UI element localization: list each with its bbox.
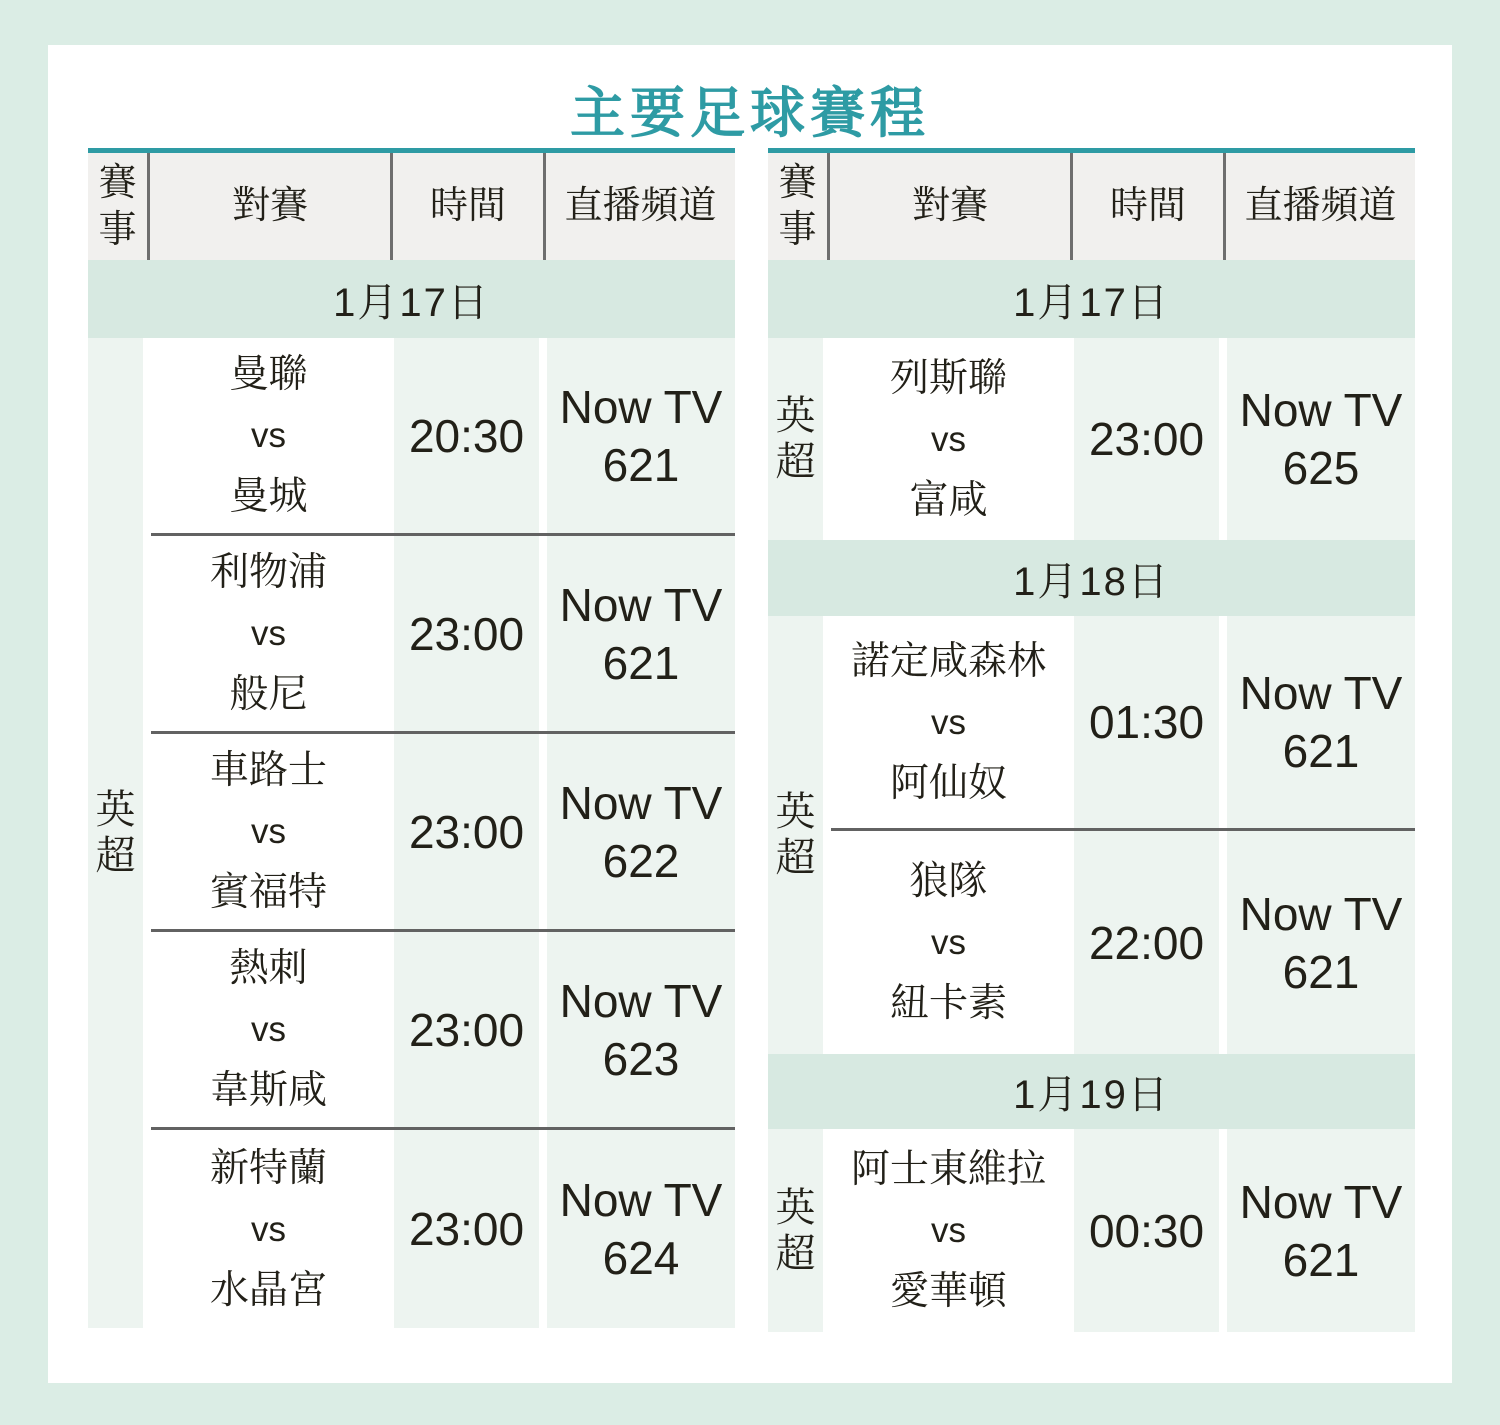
column-gutter [539,932,547,1127]
date-band: 1月18日 [768,540,1415,616]
league-cell: 英超 [768,1129,823,1332]
away-team: 阿仙奴 [889,761,1007,805]
column-header-2: 時間 [390,153,543,260]
channel-cell [547,932,735,1127]
match-cell [151,338,386,533]
match-cell [151,734,386,929]
column-gutter [823,1129,831,1332]
match-row [151,932,735,1130]
column-gutter [386,734,394,929]
time-cell: 23:00 [1074,338,1219,540]
vs-label: vs [251,1010,286,1049]
table-header-row [88,153,735,260]
home-team: 新特蘭 [209,1146,327,1190]
match-row [831,831,1415,1054]
channel-cell [1227,616,1415,828]
time-cell: 01:30 [1074,616,1219,828]
home-team: 列斯聯 [889,356,1007,400]
column-gutter [823,338,831,540]
vs-label: vs [931,702,966,742]
match-rows [831,338,1415,540]
time-cell: 23:00 [394,932,539,1127]
channel-cell [547,1130,735,1328]
channel-cell [1227,831,1415,1054]
channel-number: 621 [602,438,680,491]
column-header-0: 賽事 [98,161,137,251]
schedule-section [768,338,1415,540]
match-cell [151,1130,386,1328]
away-team: 曼城 [229,475,308,518]
table-header-row [768,153,1415,260]
column-gutter [539,338,547,533]
away-team: 富咸 [909,478,988,522]
vs-label: vs [931,1211,966,1250]
channel-number: 621 [1282,945,1360,998]
schedule-table-left [88,148,735,1328]
vs-label: vs [251,812,286,851]
home-team: 車路士 [209,749,327,792]
column-gutter [386,536,394,731]
channel-number: 625 [1282,442,1360,494]
match-row [831,616,1415,831]
column-header-3: 直播頻道 [543,153,735,260]
match-row [151,338,735,536]
channel-name: Now TV [1239,384,1403,436]
column-gutter [1219,338,1227,540]
match-rows [831,616,1415,1054]
card [48,45,1452,1383]
page-title: 主要足球賽程 [569,82,930,144]
away-team: 愛華頓 [889,1270,1007,1313]
schedule-section [768,616,1415,1054]
home-team: 阿士東維拉 [850,1148,1046,1191]
channel-cell [1227,1129,1415,1332]
channel-name: Now TV [559,1174,723,1226]
channel-number: 621 [602,636,680,689]
away-team: 賓福特 [209,871,327,914]
column-gutter [386,1130,394,1328]
vs-label: vs [251,614,286,653]
home-team: 利物浦 [209,551,327,594]
column-header-3: 直播頻道 [1223,153,1415,260]
column-gutter [1219,831,1227,1054]
column-gutter [386,932,394,1127]
column-header-1: 對賽 [827,153,1070,260]
vs-label: vs [931,923,966,962]
home-team: 曼聯 [229,353,308,396]
column-header-1: 對賽 [147,153,390,260]
away-team: 般尼 [229,673,308,716]
match-cell [831,1129,1066,1332]
vs-label: vs [251,416,286,455]
match-row [151,536,735,734]
home-team: 諾定咸森林 [850,639,1046,683]
home-team: 狼隊 [909,860,988,903]
time-cell: 00:30 [1074,1129,1219,1332]
channel-name: Now TV [559,578,723,631]
match-cell [831,831,1066,1054]
channel-cell [547,338,735,533]
channel-name: Now TV [1239,667,1403,719]
match-row [151,734,735,932]
match-row [831,1129,1415,1332]
match-row [151,1130,735,1328]
column-gutter [539,1130,547,1328]
channel-name: Now TV [559,974,723,1027]
date-band: 1月19日 [768,1054,1415,1129]
match-cell [831,338,1066,540]
vs-label: vs [251,1209,286,1249]
column-header-0: 賽事 [778,161,817,251]
schedule-section [768,1129,1415,1332]
league-cell: 英超 [768,338,823,540]
column-gutter [1066,616,1074,828]
channel-number: 621 [1282,725,1360,777]
column-gutter [823,616,831,1054]
channel-cell [547,536,735,731]
channel-number: 621 [1282,1233,1360,1286]
schedule-table-right [768,148,1415,1332]
league-cell: 英超 [88,338,143,1328]
column-gutter [1066,338,1074,540]
channel-number: 624 [602,1232,680,1284]
time-cell: 23:00 [394,536,539,731]
match-row [831,338,1415,540]
match-cell [151,932,386,1127]
column-gutter [1066,831,1074,1054]
column-gutter [539,734,547,929]
match-rows [151,338,735,1328]
column-gutter [386,338,394,533]
channel-name: Now TV [559,380,723,433]
away-team: 紐卡素 [889,982,1007,1025]
match-cell [831,616,1066,828]
channel-cell [547,734,735,929]
time-cell: 23:00 [394,734,539,929]
home-team: 熱刺 [229,947,308,990]
match-cell [151,536,386,731]
channel-number: 623 [602,1032,680,1085]
time-cell: 20:30 [394,338,539,533]
channel-number: 622 [602,834,680,887]
time-cell: 22:00 [1074,831,1219,1054]
date-band: 1月17日 [768,260,1415,338]
time-cell: 23:00 [394,1130,539,1328]
column-gutter [1219,1129,1227,1332]
column-gutter [143,338,151,1328]
channel-name: Now TV [559,776,723,829]
schedule-section [88,338,735,1328]
match-rows [831,1129,1415,1332]
league-cell: 英超 [768,616,823,1054]
vs-label: vs [931,419,966,459]
date-band: 1月17日 [88,260,735,338]
channel-cell [1227,338,1415,540]
column-header-2: 時間 [1070,153,1223,260]
away-team: 韋斯咸 [209,1069,327,1112]
channel-name: Now TV [1239,887,1403,940]
column-gutter [539,536,547,731]
column-gutter [1066,1129,1074,1332]
away-team: 水晶宮 [209,1268,327,1312]
column-gutter [1219,616,1227,828]
channel-name: Now TV [1239,1175,1403,1228]
